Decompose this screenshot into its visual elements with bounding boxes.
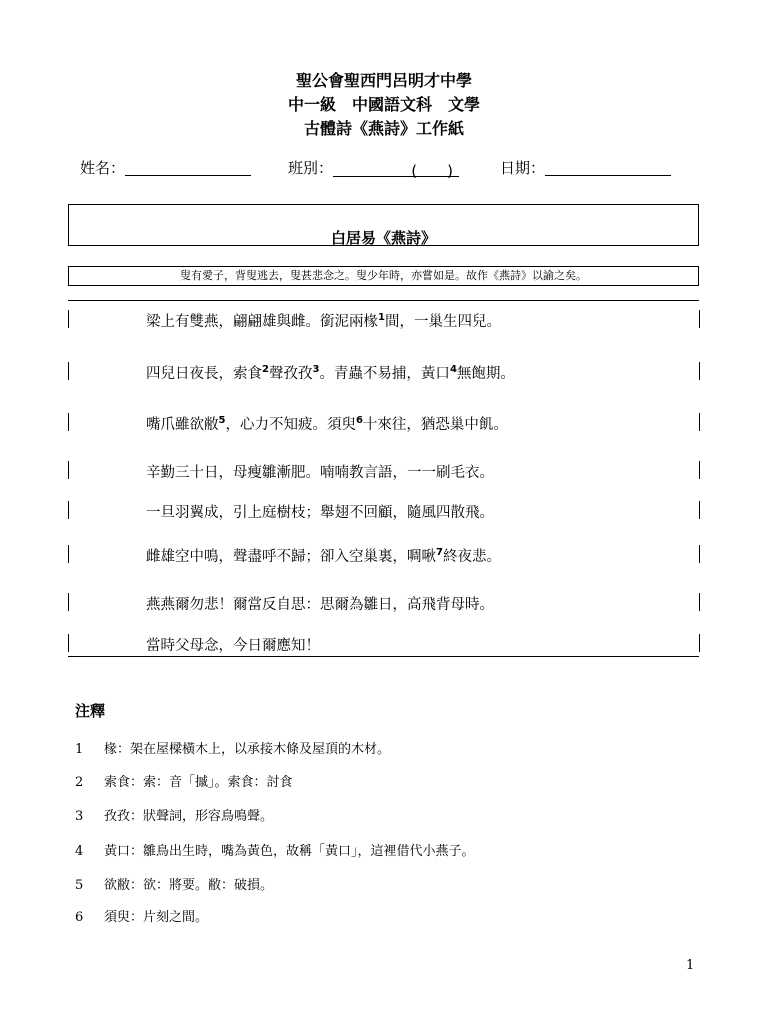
poem-line-marker [68, 545, 69, 563]
poem-line-1: 梁上有雙燕，翩翩雄與雌。銜泥兩椽$^1$間，一巢生四兒。 [146, 312, 501, 330]
poem-line-4: 辛勤三十日，母瘦雛漸肥。喃喃教言語，一一刷毛衣。 [146, 465, 494, 481]
note-number: 1 [75, 742, 84, 757]
poem-line-marker [699, 545, 700, 563]
note-number: 4 [75, 844, 84, 859]
class-field[interactable] [288, 157, 459, 178]
footnote-ref: 2 [262, 364, 269, 376]
page-number: 1 [686, 958, 695, 973]
poem-line-marker [68, 362, 69, 380]
name-blank[interactable] [125, 159, 251, 176]
poem-line-marker [68, 501, 69, 519]
note-number: 6 [75, 910, 84, 925]
note-item [75, 771, 293, 790]
note-item [75, 805, 273, 824]
note-text: 欲敝：欲：將要。敝：破損。 [104, 878, 274, 893]
name-label: 姓名： [80, 159, 126, 177]
note-number: 5 [75, 878, 84, 893]
footnote-ref: 7 [436, 547, 443, 559]
note-text: 孜孜：狀聲詞，形容鳥鳴聲。 [104, 809, 274, 824]
footnote-ref: 6 [355, 415, 363, 427]
poem-title-box [68, 204, 699, 246]
notes-heading: 注釋 [75, 702, 106, 720]
name-field[interactable] [80, 157, 251, 178]
note-text: 須臾：片刻之間。 [104, 910, 209, 925]
footnote-ref: 4 [449, 364, 457, 376]
footnote-ref: 1 [378, 312, 385, 324]
poem-line-marker [68, 413, 69, 431]
note-item [75, 840, 475, 859]
footnote-ref: 3 [312, 364, 320, 376]
poem-line-marker [68, 310, 69, 328]
poem-line-marker [68, 634, 69, 652]
poem-line-3: 嘴爪雖欲敝$^5$，心力不知疲。須臾$^6$十來往，猶恐巢中飢。 [146, 415, 508, 433]
note-text: 椽：架在屋樑橫木上，以承接木條及屋頂的木材。 [104, 742, 391, 757]
note-text: 索食：索：音「摵」。索食：討食 [104, 775, 293, 790]
note-item [75, 874, 273, 893]
note-number: 3 [75, 809, 84, 824]
footnote-ref: 5 [218, 415, 226, 427]
poem-line-2: 四兒日夜長，索食$^2$聲孜孜$^3$。青蟲不易捕，黃口$^4$無飽期。 [146, 364, 515, 382]
poem-line-7: 燕燕爾勿悲！爾當反自思：思爾為雛日，高飛背母時。 [146, 597, 494, 613]
note-item [75, 906, 208, 925]
course-line: 中一級 中國語文科 文學 [287, 95, 480, 114]
date-label: 日期： [500, 159, 546, 177]
worksheet-title: 古體詩《燕詩》工作紙 [303, 119, 464, 138]
poem-line-marker [699, 413, 700, 431]
poem-title: 白居易《燕詩》 [330, 229, 436, 247]
poem-line-marker [699, 593, 700, 611]
poem-line-marker [699, 310, 700, 328]
poem-line-marker [699, 362, 700, 380]
date-blank[interactable] [545, 159, 671, 176]
class-label: 班別： [288, 159, 334, 177]
poem-line-marker [68, 461, 69, 479]
note-number: 2 [75, 775, 84, 790]
school-name: 聖公會聖西門呂明才中學 [295, 71, 472, 90]
class-number-paren: ( ) [411, 162, 454, 180]
poem-line-marker [699, 501, 700, 519]
poem-line-marker [699, 634, 700, 652]
poem-line-marker [699, 461, 700, 479]
note-text: 黃口：雛鳥出生時，嘴為黃色，故稱「黃口」，這裡借代小燕子。 [104, 844, 475, 859]
poem-preface: 叟有愛子，背叟逃去，叟甚悲念之。叟少年時，亦嘗如是。故作《燕詩》以諭之矣。 [68, 266, 699, 286]
class-blank[interactable] [333, 160, 459, 180]
note-item [75, 738, 390, 757]
poem-line-5: 一旦羽翼成，引上庭樹枝；舉翅不回顧，隨風四散飛。 [146, 505, 494, 521]
date-field[interactable] [500, 157, 671, 178]
poem-line-6: 雌雄空中鳴，聲盡呼不歸；卻入空巢裏，啁啾$^7$終夜悲。 [146, 547, 501, 565]
poem-line-8: 當時父母念，今日爾應知！ [146, 638, 320, 654]
poem-line-marker [68, 593, 69, 611]
